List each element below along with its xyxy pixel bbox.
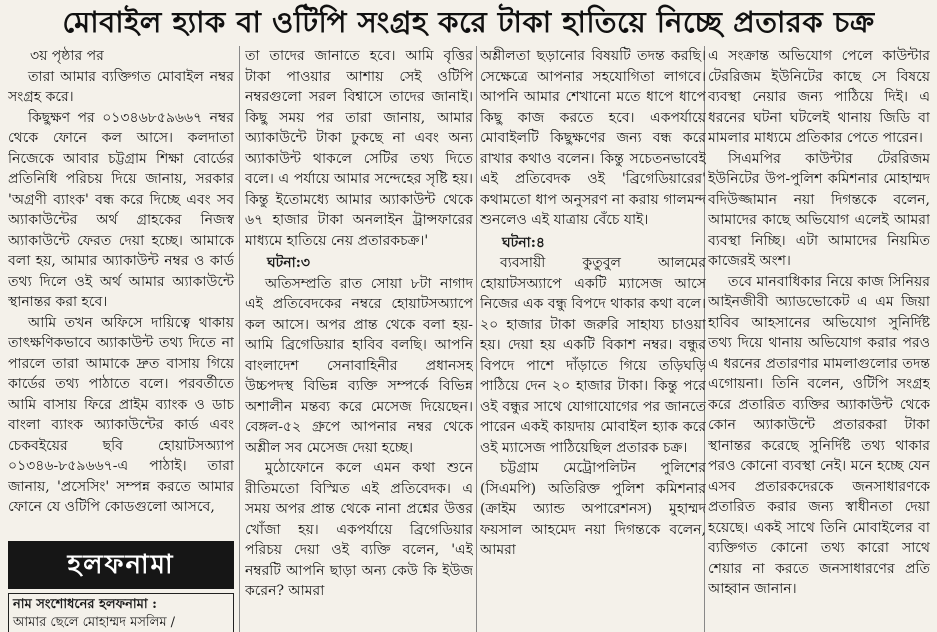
notice-title: নাম সংশোধনের হলফনামা : [13,597,157,612]
affidavit-banner: হলফনামা [8,541,234,589]
article-column-4 [708,46,930,632]
paragraph: তারা আমার ব্যক্তিগত মোবাইল নম্বর সংগ্রহ করে। [8,68,234,105]
notice-text: আমার ছেলে মোহাম্মদ মসলিম / [13,615,176,630]
paragraph: অশ্লীলতা ছড়ানোর বিষয়টি তদন্ত করছি। সেক্ষেত্রে আপনার সহযোগিতা লাগবে। আপনি আমার শেখানো মতে ধাপে ধাপে কিছু কাজ করতে হবে। একপর্যায়ে মোবাইলটি কিছুক্ষণের জন্য বন্ধ করে রাখার কথাও বলেন। কিন্তু সচেতনভাবেই এই প্রতিবেদক ওই 'ব্রিগেডিয়ারের' কথামতো ধাপ অনুসরণ না করায় গালমন্দ শুনলেও এই যাত্রায় বেঁচে যাই। [480,48,706,228]
column-divider [239,46,240,632]
article-headline: মোবাইল হ্যাক বা ওটিপি সংগ্রহ করে টাকা হাতিয়ে নিচ্ছে প্রতারক চক্র [62,5,875,39]
paragraph: আমি তখন অফিসে দায়িত্বে থাকায় তাৎক্ষণিকভাবে অ্যাকাউন্ট তথ্য দিতে না পারলে তারা আমাকে দ্রুত বাসায় গিয়ে কার্ডের তথ্য পাঠাতে বলে। পরবর্তীতে আমি বাসায় ফিরে প্রাইম ব্যাংক ও ডাচ বাংলা ব্যাংক অ্যাকাউন্টের কার্ড এবং চেকবইয়ের ছবি হোয়াটসঅ্যাপ ০১৩৪৬-৮৫৯৬৬৭-এ পাঠাই। তারা জানায়, 'প্রসেসিং' সম্পন্ন করতে আমার ফোনে যে ওটিপি কোডগুলো আসবে, [8,314,234,515]
classified-notice [8,593,234,632]
subhead: ঘটনা:৩ [267,255,310,271]
paragraph: তবে মানবাধিকার নিয়ে কাজ সিনিয়র আইনজীবী অ্যাডভোকেট এ এম জিয়া হাবিব আহসানের অভিযোগ সুনির্দিষ্ট তথ্য দিয়ে থানায় অভিযোগ করার পরও এ ধরনের প্রতারণার মামলাগুলোর তদন্ত এগোয়না। তিনি বলেন, ওটিপি সংগ্রহ করে প্রতারিত ব্যক্তির অ্যাকাউন্ট থেকে কোন অ্যাকাউন্টে প্রতারকরা টাকা স্থানান্তর করেছে সুনির্দিষ্ট তথ্য থাকার পরও কোনো ব্যবস্থা নেই। মনে হচ্ছে যেন এসব প্রতারকদেরকে জনসাধারণকে প্রতারিত করার জন্য স্বাধীনতা দেয়া হয়েছে। একই সাথে তিনি মোবাইলের বা ব্যক্তিগত কোনো তথ্য কারো সাথে শেয়ার না করতে জনসাধারণের প্রতি আহ্বান জানান। [708,273,930,597]
article-column-2 [245,46,473,632]
paragraph: কিছুক্ষণ পর ০১৩৪৬৮৫৯৬৬৭ নম্বর থেকে ফোনে কল আসে। কলদাতা নিজেকে আবার চট্টগ্রাম শিক্ষা বোর্ডের প্রতিনিধি পরিচয় দিয়ে জানায়, সরকার 'অগ্রণী ব্যাংক' বন্ধ করে দিচ্ছে এবং সব অ্যাকাউন্টের অর্থ গ্রাহকের নিজস্ব অ্যাকাউন্টে ফেরত দেয়া হচ্ছে। আমাকে বলা হয়, আমার অ্যাকাউন্ট নম্বর ও কার্ড তথ্য দিলে ওই অর্থ আমার অ্যাকাউন্টে স্থানান্তর করা হবে। [8,109,234,310]
subhead: ঘটনা:৪ [502,234,545,251]
article-column-3 [480,46,706,632]
paragraph: মুঠোফোনে কলে এমন কথা শুনে রীতিমতো বিস্মিত এই প্রতিবেদক। এ সময় অপর প্রান্ত থেকে নানা প্রশ্নের উত্তর খোঁজা হয়। একপর্যায়ে ব্রিগেডিয়ার পরিচয় দেয়া ওই ব্যক্তি বলেন, 'এই নম্বরটি আপনি ছাড়া অন্য কেউ কি ইউজ করেন? আমরা [245,460,473,599]
paragraph: সিএমপির কাউন্টার টেররিজম ইউনিটের উপ-পুলিশ কমিশনার মোহাম্মদ বদিউজ্জামান নয়া দিগন্তকে বলেন, আমাদের কাছে অভিযোগ এলেই আমরা ব্যবস্থা নিচ্ছি। এটা আমাদের নিয়মিত কাজেরই অংশ। [708,150,930,269]
column-divider [476,46,477,632]
paragraph: ব্যবসায়ী কুতুবুল আলমের হোয়াটসঅ্যাপে একটি ম্যাসেজ আসে নিজের এক বন্ধু বিপদে থাকার কথা বলে। ২০ হাজার টাকা জরুরি সাহায্য চাওয়া হয়। দেয়া হয় একটি বিকাশ নম্বর। বন্ধুর বিপদে পাশে দাঁড়াতে গিয়ে তড়িঘড়ি পাঠিয়ে দেন ২০ হাজার টাকা। কিন্তু পরে ওই বন্ধুর সাথে যোগাযোগের পর জানতে পারেন একই কায়দায় মোবাইল হ্যাক করে ওই ম্যাসেজ পাঠিয়েছিল প্রতারক চক্র। [480,255,706,456]
paragraph: তা তাদের জানাতে হবে। আমি বৃত্তির টাকা পাওয়ার আশায় সেই ওটিপি নম্বরগুলো সরল বিশ্বাসে তাদের জানাই। কিছু সময় পর তারা জানায়, আমার অ্যাকাউন্টে টাকা ঢুকছে না এবং অন্য অ্যাকাউন্ট থাকলে সেটির তথ্য দিতে বলে। এ পর্যায়ে আমার সন্দেহের সৃষ্টি হয়। কিন্তু ইতোমধ্যে আমার অ্যাকাউন্ট থেকে ৬৭ হাজার টাকা অনলাইন ট্রান্সফারের মাধ্যমে হাতিয়ে নেয় প্রতারকচক্র।' [245,48,473,249]
continued-from-label: ৩য় পৃষ্ঠার পর [30,48,104,64]
paragraph: চট্টগ্রাম মেট্রোপলিটন পুলিশের (সিএমপি) অতিরিক্ত পুলিশ কমিশনার (ক্রাইম অ্যান্ড অপারেশনস) মুহাম্মদ ফয়সাল আহমেদ নয়া দিগন্তকে বলেন, আমরা [480,460,706,558]
paragraph: এ সংক্রান্ত অভিযোগ পেলে কাউন্টার টেররিজম ইউনিটের কাছে সে বিষয়ে ব্যবস্থা নেয়ার জন্য পাঠিয়ে দিই। এ ধরনের ঘটনা ঘটলেই থানায় জিডি বা মামলার মাধ্যমে প্রতিকার পেতে পারেন। [708,48,930,146]
paragraph: অতিসম্প্রতি রাত সোয়া ৮টা নাগাদ এই প্রতিবেদকের নম্বরে হোয়াটসঅ্যাপে কল আসে। অপর প্রান্ত থেকে বলা হয়- আমি ব্রিগেডিয়ার হাবিব বলছি। আপনি বাংলাদেশ সেনাবাহিনীর প্রধানসহ উচ্চপদস্থ বিভিন্ন ব্যক্তি সম্পর্কে বিভিন্ন অশালীন মন্তব্য করে মেসেজ দিয়েছেন। বেঙ্গল-৫২ গ্রুপে আপনার নম্বর থেকে অশ্লীল সব মেসেজ দেয়া হচ্ছে। [245,275,473,456]
